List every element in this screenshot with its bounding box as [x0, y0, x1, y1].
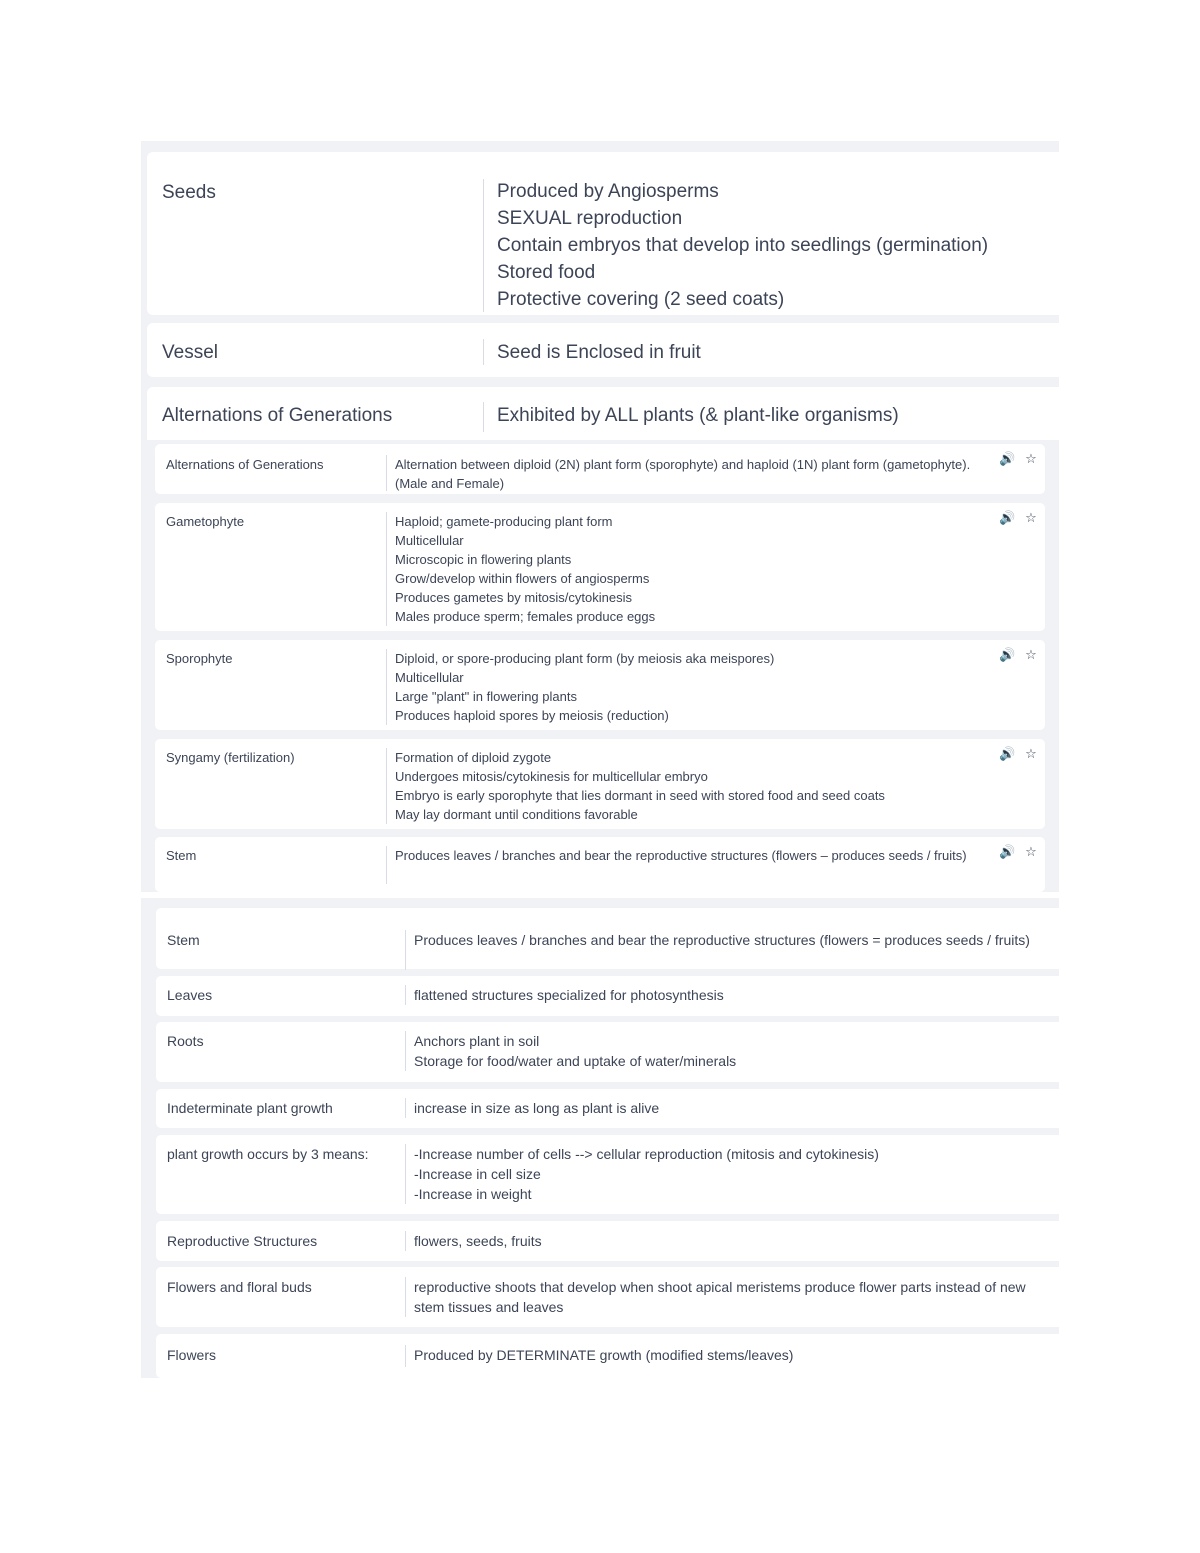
definition-line: Storage for food/water and uptake of water/minerals [414, 1053, 737, 1069]
definition-line: Haploid; gamete-producing plant form [395, 514, 613, 529]
star-icon[interactable]: ☆ [1025, 844, 1037, 859]
audio-icon[interactable]: 🔊 [999, 451, 1016, 466]
definition-line: -Increase in cell size [414, 1166, 541, 1182]
card-definition [414, 1231, 1054, 1251]
card-divider [483, 402, 484, 432]
definition-line: Protective covering (2 seed coats) [497, 289, 785, 310]
large-card-list [141, 141, 1059, 440]
card-definition [414, 1277, 1054, 1317]
card-divider [405, 930, 406, 970]
card-divider [405, 1345, 406, 1367]
term-card[interactable] [156, 1221, 1059, 1261]
card-term: Flowers [167, 1347, 217, 1363]
term-card[interactable] [156, 908, 1059, 969]
definition-line: May lay dormant until conditions favorable [395, 807, 638, 822]
flashcard[interactable] [155, 739, 1045, 829]
card-divider [483, 339, 484, 365]
card-divider [386, 455, 387, 491]
definition-line: Stored food [497, 262, 596, 283]
term-card[interactable] [156, 1022, 1059, 1082]
audio-icon[interactable]: 🔊 [999, 844, 1016, 859]
card-divider [405, 985, 406, 1005]
card-actions [999, 746, 1039, 762]
definition-line: SEXUAL reproduction [497, 208, 683, 229]
definition-line: Produced by DETERMINATE growth (modified stems/leaves) [414, 1347, 794, 1363]
definition-line: Produced by Angiosperms [497, 181, 719, 202]
term-card[interactable] [156, 1267, 1059, 1327]
card-term: Stem [167, 932, 200, 948]
card-list [141, 898, 1059, 1378]
card-divider [405, 1231, 406, 1251]
definition-line: Contain embryos that develop into seedlings (germination) [497, 235, 989, 256]
card-definition [414, 985, 1054, 1005]
term-card[interactable] [156, 1089, 1059, 1128]
card-term: Gametophyte [166, 514, 245, 529]
card-term: Alternations of Generations [166, 457, 324, 472]
card-divider [405, 1031, 406, 1071]
card-actions [999, 451, 1039, 467]
definition-line: Males produce sperm; females produce eggs [395, 609, 656, 624]
definition-line: Exhibited by ALL plants (& plant-like organisms) [497, 405, 899, 426]
card-term: Seeds [162, 182, 216, 203]
definition-line: Produces haploid spores by meiosis (reduction) [395, 708, 669, 723]
card-term: Reproductive Structures [167, 1233, 318, 1249]
audio-icon[interactable]: 🔊 [999, 647, 1016, 662]
card-actions [999, 647, 1039, 663]
card-term: Vessel [162, 342, 218, 363]
term-card[interactable] [156, 1135, 1059, 1214]
card-term: Syngamy (fertilization) [166, 750, 295, 765]
definition-line: Produces gametes by mitosis/cytokinesis [395, 590, 632, 605]
card-term: Flowers and floral buds [167, 1279, 312, 1295]
definition-line: Anchors plant in soil [414, 1033, 540, 1049]
definition-line: Diploid, or spore-producing plant form (by meiosis aka meispores) [395, 651, 775, 666]
audio-icon[interactable]: 🔊 [999, 510, 1016, 525]
term-card[interactable] [147, 387, 1059, 440]
definition-line: -Increase in weight [414, 1186, 532, 1202]
card-definition [395, 512, 985, 626]
card-divider [483, 179, 484, 312]
audio-icon[interactable]: 🔊 [999, 746, 1016, 761]
term-card[interactable] [147, 323, 1059, 377]
card-actions [999, 510, 1039, 526]
card-term: Stem [166, 848, 197, 863]
star-icon[interactable]: ☆ [1025, 510, 1037, 525]
flashcard[interactable] [155, 837, 1045, 892]
star-icon[interactable]: ☆ [1025, 647, 1037, 662]
card-definition [414, 1144, 1054, 1204]
card-definition [497, 339, 701, 366]
flashcard[interactable] [155, 503, 1045, 631]
card-definition [395, 846, 985, 865]
card-term: Alternations of Generations [162, 405, 393, 426]
card-term: Indeterminate plant growth [167, 1100, 333, 1116]
card-definition [395, 748, 985, 824]
definition-line: Embryo is early sporophyte that lies dormant in seed with stored food and seed coats [395, 788, 885, 803]
definition-line: Seed is Enclosed in fruit [497, 342, 701, 363]
card-divider [405, 1277, 406, 1317]
definition-line: Multicellular [395, 670, 464, 685]
flashcard[interactable] [155, 444, 1045, 494]
card-definition [414, 1345, 1054, 1365]
definition-line: Produces leaves / branches and bear the reproductive structures (flowers = produces seeds / fruits) [414, 932, 1030, 948]
card-definition [395, 649, 985, 725]
definition-line: Formation of diploid zygote [395, 750, 552, 765]
card-definition [414, 1098, 1054, 1118]
card-divider [386, 649, 387, 725]
star-icon[interactable]: ☆ [1025, 451, 1037, 466]
definition-line: -Increase number of cells --> cellular reproduction (mitosis and cytokinesis) [414, 1146, 879, 1162]
definition-line: increase in size as long as plant is alive [414, 1100, 660, 1116]
card-divider [405, 1098, 406, 1118]
definition-line: Produces leaves / branches and bear the reproductive structures (flowers – produces seeds / fruits) [395, 848, 967, 863]
card-term: Roots [167, 1033, 204, 1049]
definition-line: Microscopic in flowering plants [395, 552, 572, 567]
card-term: plant growth occurs by 3 means: [167, 1146, 369, 1162]
term-card[interactable] [147, 152, 1059, 315]
definition-line: Undergoes mitosis/cytokinesis for multicellular embryo [395, 769, 708, 784]
card-definition [497, 178, 988, 313]
card-definition [497, 402, 899, 429]
card-term: Leaves [167, 987, 213, 1003]
flashcard[interactable] [155, 640, 1045, 730]
card-divider [386, 748, 387, 824]
card-divider [386, 512, 387, 626]
definition-line: flattened structures specialized for photosynthesis [414, 987, 724, 1003]
card-term: Sporophyte [166, 651, 233, 666]
card-actions [999, 844, 1039, 860]
definition-line: flowers, seeds, fruits [414, 1233, 542, 1249]
term-card[interactable] [156, 1334, 1059, 1378]
definition-line: reproductive shoots that develop when shoot apical meristems produce flower parts instead of new stem tissues and leaves [414, 1279, 1026, 1315]
definition-line: Large "plant" in flowering plants [395, 689, 577, 704]
card-divider [386, 846, 387, 884]
card-definition [395, 455, 985, 493]
definition-line: Alternation between diploid (2N) plant form (sporophyte) and haploid (1N) plant form (gametophyte). (Male and Female) [395, 457, 971, 491]
flashcard-list [141, 440, 1059, 892]
star-icon[interactable]: ☆ [1025, 746, 1037, 761]
definition-line: Multicellular [395, 533, 464, 548]
card-definition [414, 930, 1054, 950]
definition-line: Grow/develop within flowers of angiosperms [395, 571, 650, 586]
card-divider [405, 1144, 406, 1204]
term-card[interactable] [156, 976, 1059, 1016]
card-definition [414, 1031, 1054, 1071]
